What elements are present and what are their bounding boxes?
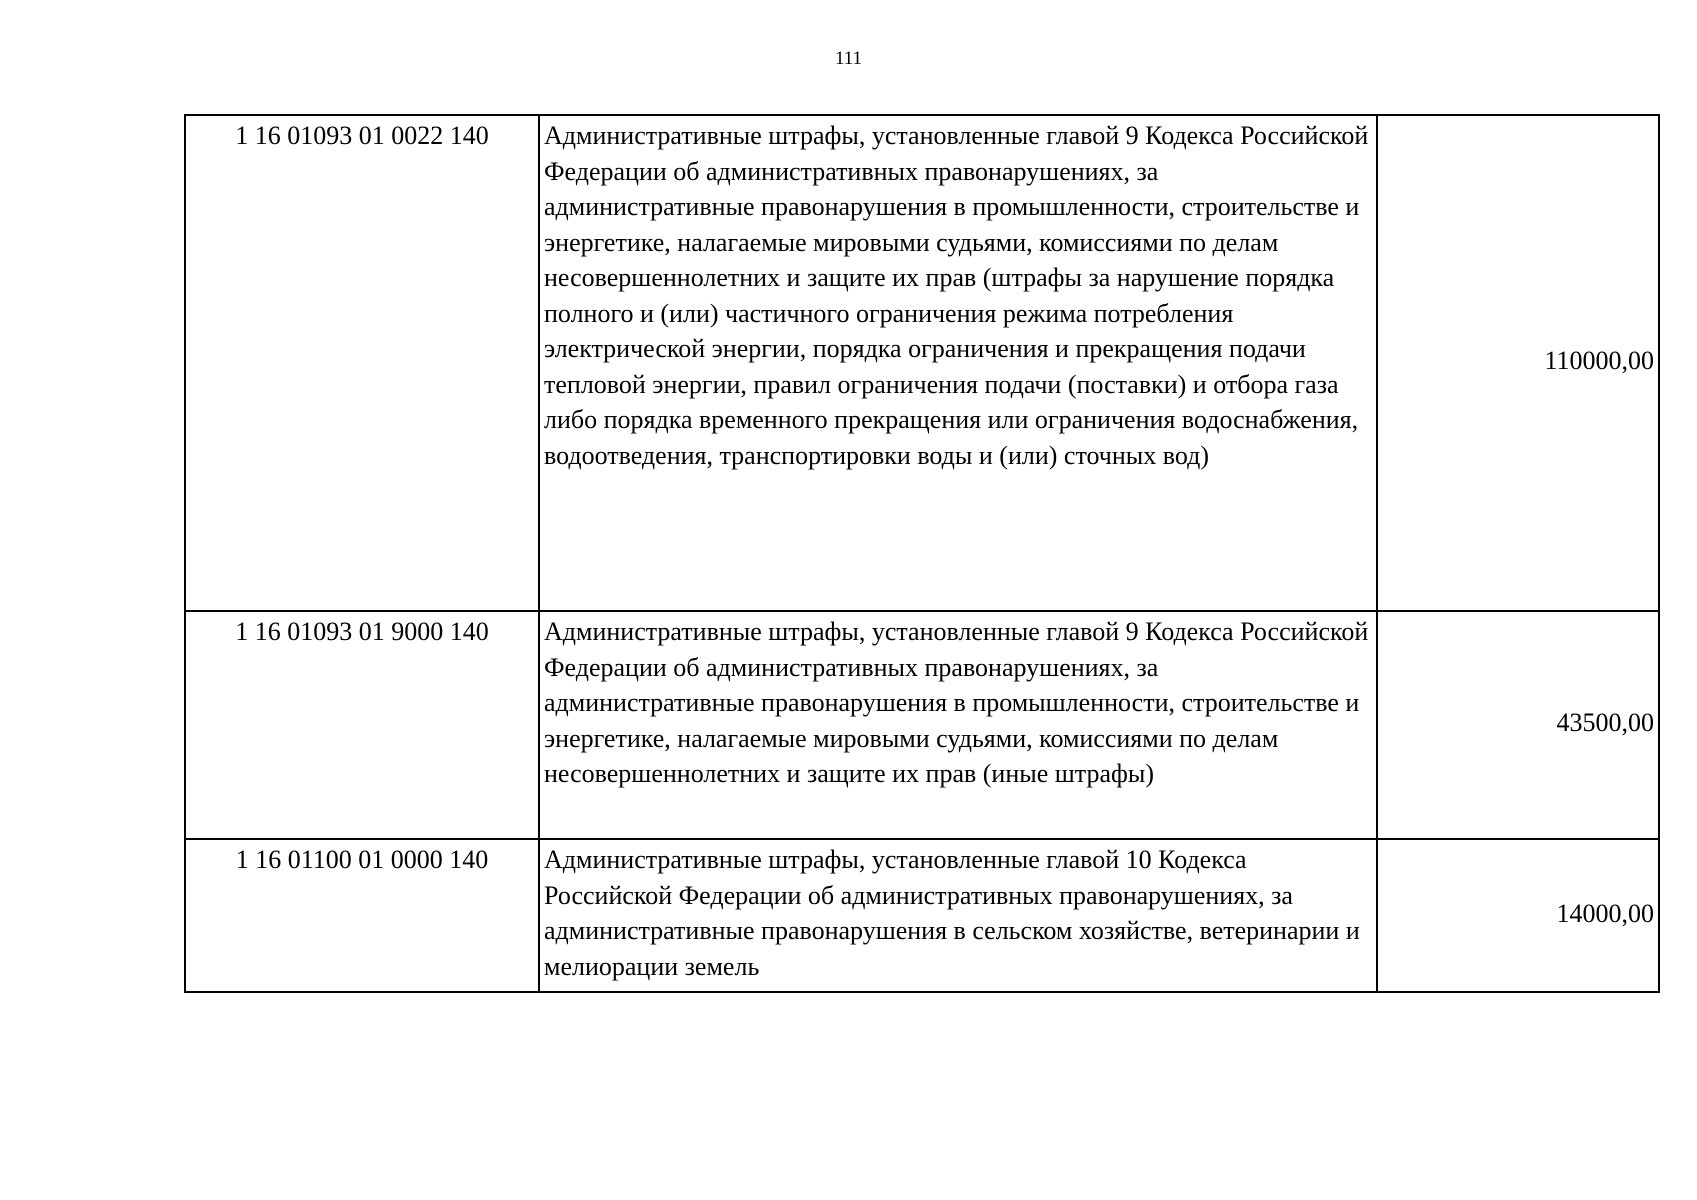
- description-cell: Административные штрафы, установленные главой 9 Кодекса Российской Федерации об административных правонарушениях, за административные правонарушения в промышленности, строительстве и энергетике, налагаемые мировыми судьями, комиссиями по делам несовершеннолетних и защите их прав (штрафы за нарушение порядка полного и (или) частичного ограничения режима потребления электрической энергии, порядка ограничения и прекращения подачи тепловой энергии, правил ограничения подачи (поставки) и отбора газа либо порядка временного прекращения или ограничения водоснабжения, водоотведения, транспортировки воды и (или) сточных вод): [539, 115, 1377, 611]
- table-row: [185, 115, 1659, 611]
- page-number: 111: [834, 48, 863, 69]
- table-row: [185, 611, 1659, 839]
- budget-code-cell: 1 16 01093 01 9000 140: [185, 611, 539, 839]
- budget-code-cell: 1 16 01100 01 0000 140: [185, 839, 539, 992]
- amount-cell: 14000,00: [1377, 839, 1659, 992]
- amount-cell: 43500,00: [1377, 611, 1659, 839]
- budget-code-cell: 1 16 01093 01 0022 140: [185, 115, 539, 611]
- revenue-table: [184, 114, 1660, 993]
- amount-cell: 110000,00: [1377, 115, 1659, 611]
- table-row: [185, 839, 1659, 992]
- description-cell: Административные штрафы, установленные главой 10 Кодекса Российской Федерации об административных правонарушениях, за административные правонарушения в сельском хозяйстве, ветеринарии и мелиорации земель: [539, 839, 1377, 992]
- description-cell: Административные штрафы, установленные главой 9 Кодекса Российской Федерации об административных правонарушениях, за административные правонарушения в промышленности, строительстве и энергетике, налагаемые мировыми судьями, комиссиями по делам несовершеннолетних и защите их прав (иные штрафы): [539, 611, 1377, 839]
